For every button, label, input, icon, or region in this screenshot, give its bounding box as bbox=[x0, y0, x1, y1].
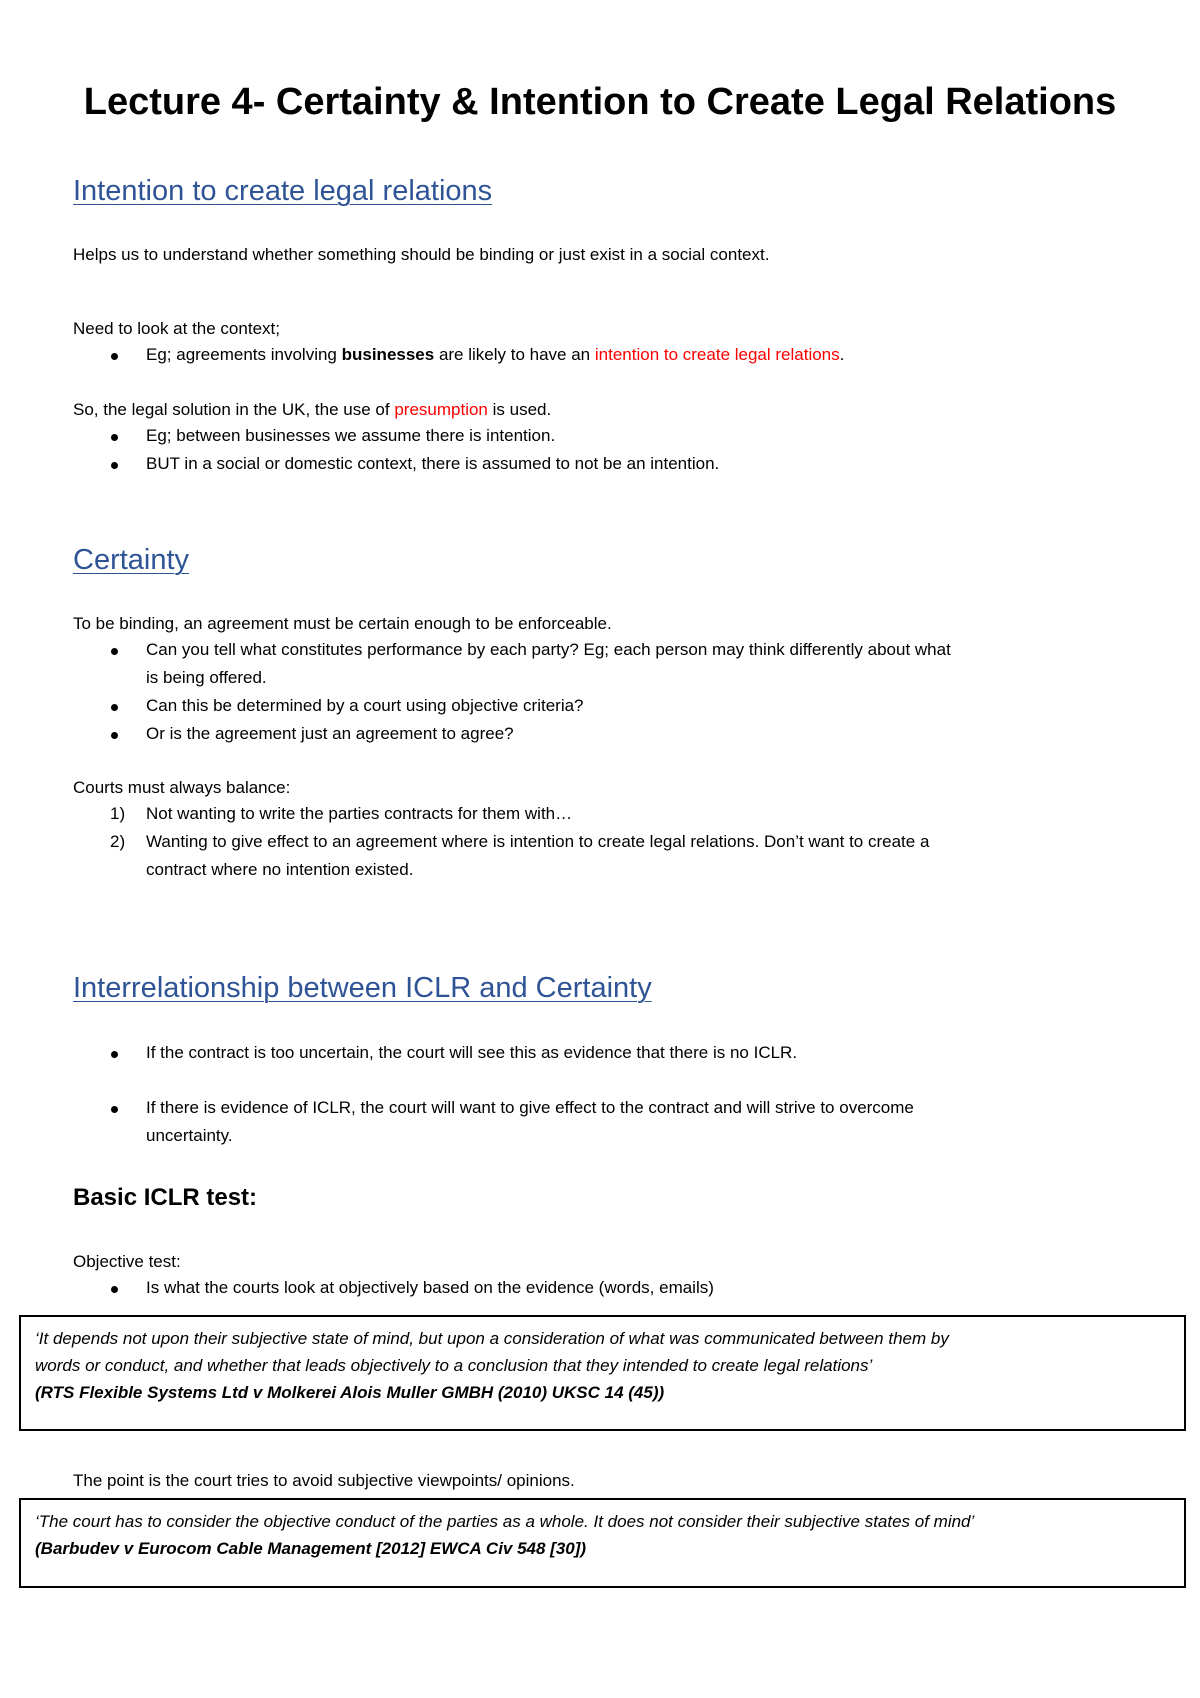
iclr-intro: Helps us to understand whether something should be binding or just exist in a social context. bbox=[73, 245, 770, 264]
subheading-basic-test: Basic ICLR test: bbox=[73, 1184, 258, 1211]
quote-text: ‘The court has to consider the objective conduct of the parties as a whole. It does not consider their subjective states of mind’ bbox=[35, 1512, 975, 1531]
number-marker: 2) bbox=[110, 832, 126, 851]
list-item-text: If the contract is too uncertain, the court will see this as evidence that there is no ICLR. bbox=[146, 1043, 798, 1062]
list-item-text: BUT in a social or domestic context, there is assumed to not be an intention. bbox=[146, 454, 720, 473]
page-title: Lecture 4- Certainty & Intention to Create Legal Relations bbox=[83, 81, 1117, 123]
point-text: The point is the court tries to avoid subjective viewpoints/ opinions. bbox=[73, 1471, 575, 1490]
iclr-presumption: So, the legal solution in the UK, the use of presumption is used. bbox=[73, 400, 552, 419]
list-item-text: Wanting to give effect to an agreement where is intention to create legal relations. Don’t want to create a bbox=[146, 832, 930, 851]
bullet-icon bbox=[111, 648, 118, 655]
quote-text: ‘It depends not upon their subjective state of mind, but upon a consideration of what was communicated between them by bbox=[35, 1329, 949, 1348]
bullet-icon bbox=[111, 704, 118, 711]
bold-text: businesses bbox=[341, 345, 435, 364]
section-heading-iclr: Intention to create legal relations bbox=[73, 175, 493, 207]
objective-test-label: Objective test: bbox=[73, 1252, 181, 1271]
list-item-text: Or is the agreement just an agreement to agree? bbox=[146, 724, 514, 743]
list-item-text: Can this be determined by a court using objective criteria? bbox=[146, 696, 584, 715]
bullet-icon bbox=[111, 1286, 118, 1293]
bullet-icon bbox=[111, 1051, 118, 1058]
quote-text: words or conduct, and whether that leads objectively to a conclusion that they intended to create legal relations’ bbox=[35, 1356, 873, 1375]
list-item-text: Can you tell what constitutes performance by each party? Eg; each person may think differently about what bbox=[146, 640, 951, 659]
highlight-text: intention to create legal relations bbox=[594, 345, 840, 364]
list-item-text: contract where no intention existed. bbox=[146, 860, 414, 879]
bullet-icon bbox=[111, 434, 118, 441]
list-item-text: If there is evidence of ICLR, the court will want to give effect to the contract and will strive to overcome bbox=[146, 1098, 914, 1117]
list-item-text: Eg; between businesses we assume there is intention. bbox=[146, 426, 556, 445]
number-marker: 1) bbox=[110, 804, 126, 823]
highlight-text: presumption bbox=[394, 400, 488, 419]
list-item-text: Is what the courts look at objectively based on the evidence (words, emails) bbox=[146, 1278, 714, 1297]
iclr-context-label: Need to look at the context; bbox=[73, 319, 280, 338]
certainty-intro: To be binding, an agreement must be certain enough to be enforceable. bbox=[73, 614, 612, 633]
list-item-text: uncertainty. bbox=[146, 1126, 233, 1145]
case-citation: (Barbudev v Eurocom Cable Management [2012] EWCA Civ 548 [30]) bbox=[35, 1539, 587, 1558]
bullet-icon bbox=[111, 353, 118, 360]
list-item-text: Eg; agreements involving businesses are likely to have an intention to create legal relations. bbox=[146, 345, 845, 364]
list-item-text: Not wanting to write the parties contracts for them with… bbox=[146, 804, 573, 823]
section-heading-interrelationship: Interrelationship between ICLR and Certainty bbox=[73, 972, 652, 1004]
list-item-text: is being offered. bbox=[146, 668, 267, 687]
bullet-icon bbox=[111, 1106, 118, 1113]
case-citation: (RTS Flexible Systems Ltd v Molkerei Alois Muller GMBH (2010) UKSC 14 (45)) bbox=[35, 1383, 665, 1402]
bullet-icon bbox=[111, 462, 118, 469]
quote-box bbox=[19, 1315, 1186, 1431]
bullet-icon bbox=[111, 732, 118, 739]
quote-box bbox=[19, 1498, 1186, 1588]
certainty-balance-label: Courts must always balance: bbox=[73, 778, 291, 797]
section-heading-certainty: Certainty bbox=[73, 544, 190, 576]
